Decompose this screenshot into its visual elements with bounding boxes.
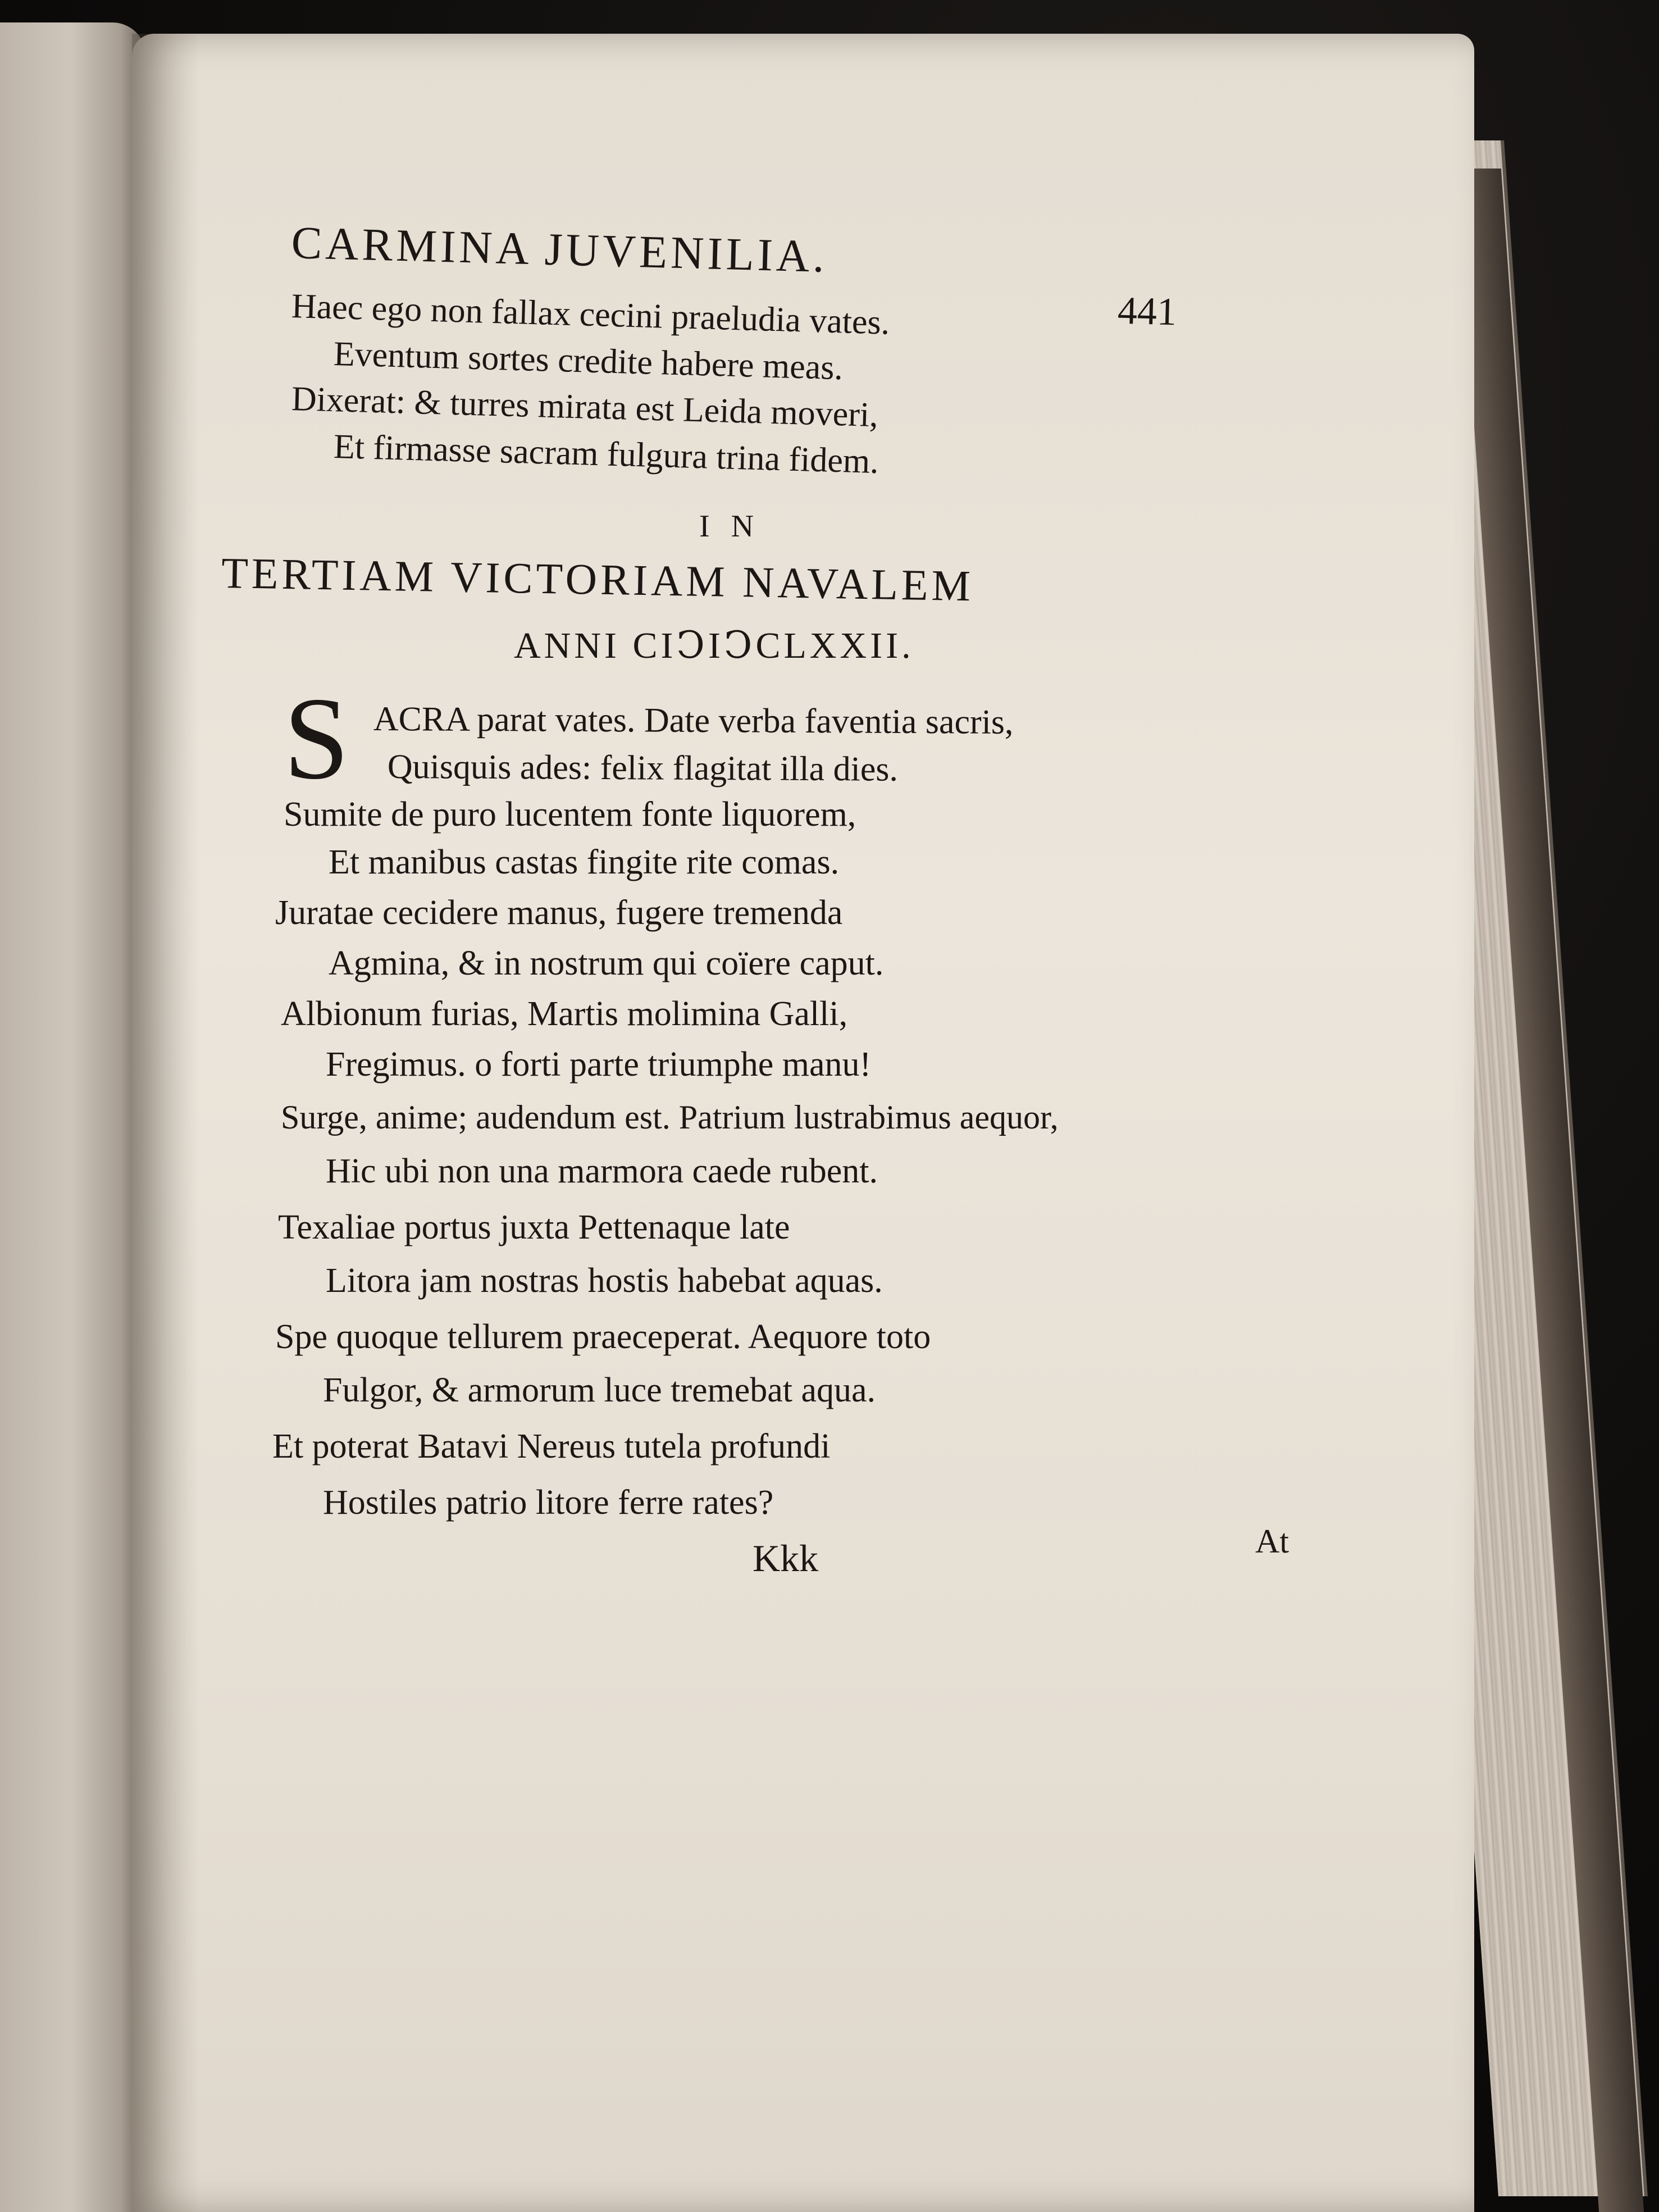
verse-line: Hic ubi non una marmora caede rubent. [326, 1152, 878, 1190]
verse-line: Fulgor, & armorum luce tremebat aqua. [323, 1371, 876, 1409]
verse-line: Dixerat: & turres mirata est Leida moveri, [291, 379, 879, 435]
verse-line: Eventum sortes credite habere meas. [333, 334, 844, 388]
page-number: 441 [1117, 289, 1178, 334]
verse-line: Surge, anime; audendum est. Patrium lustrabimus aequor, [281, 1099, 1059, 1136]
catchword: At [1255, 1523, 1289, 1560]
running-head: CARMINA JUVENILIA. [290, 216, 828, 282]
poem-heading-year: ANNI CIↃIↃCLXXII. [514, 625, 914, 666]
verse-line: Texaliae portus juxta Pettenaque late [278, 1208, 790, 1246]
drop-cap: S [284, 673, 349, 804]
poem-heading-in: IN [699, 509, 776, 544]
verse-line: Sumite de puro lucentem fonte liquorem, [284, 795, 856, 834]
verse-line: ACRA parat vates. Date verba faventia sacris, [373, 700, 1014, 741]
verse-line: Quisquis ades: felix flagitat illa dies. [387, 748, 899, 789]
left-facing-page [0, 22, 146, 2212]
poem-heading-title: TERTIAM VICTORIAM NAVALEM [221, 548, 974, 611]
verse-line: Et poterat Batavi Nereus tutela profundi [272, 1427, 831, 1465]
verse-line: Hostiles patrio litore ferre rates? [323, 1483, 774, 1522]
verse-line: Haec ego non fallax cecini praeludia vates. [291, 286, 891, 342]
verse-line: Albionum furias, Martis molimina Galli, [281, 995, 848, 1033]
verse-line: Fregimus. o forti parte triumphe manu! [326, 1045, 872, 1084]
verse-line: Juratae cecidere manus, fugere tremenda [275, 894, 843, 932]
verse-line: Et firmasse sacram fulgura trina fidem. [333, 427, 879, 481]
signature-mark: Kkk [753, 1537, 819, 1580]
verse-line: Spe quoque tellurem praeceperat. Aequore toto [275, 1318, 931, 1356]
verse-line: Et manibus castas fingite rite comas. [329, 843, 840, 881]
verse-line: Agmina, & in nostrum qui coïere caput. [329, 944, 884, 982]
verse-line: Litora jam nostras hostis habebat aquas. [326, 1262, 883, 1300]
